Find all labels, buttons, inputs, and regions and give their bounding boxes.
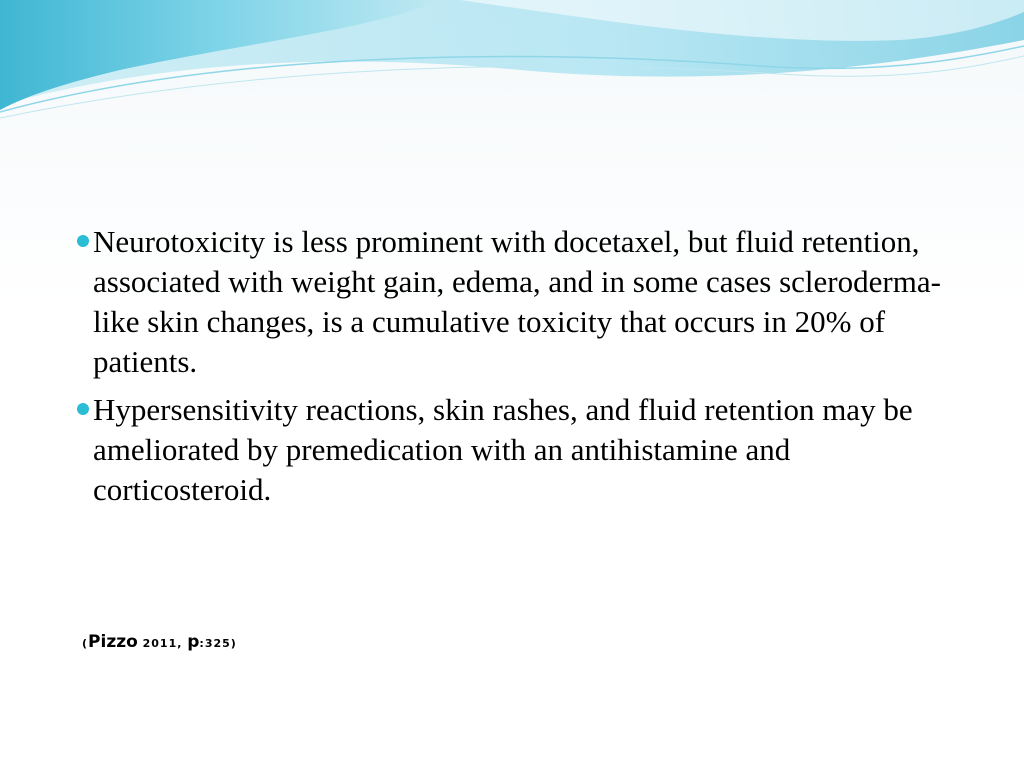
bullet-item [72, 390, 952, 510]
bullet-icon [77, 403, 89, 415]
header-wave-decoration [0, 0, 1024, 130]
bullet-item [72, 222, 952, 382]
citation-open: ( [82, 637, 89, 650]
bullet-list [72, 222, 952, 518]
citation [82, 632, 237, 652]
citation-page-prefix: p [187, 632, 200, 652]
citation-year: 2011, [137, 637, 188, 650]
bullet-text: Hypersensitivity reactions, skin rashes, and fluid retention may be ameliorated by premedication with an antihistamine and corticosteroid. [93, 392, 913, 507]
citation-author: Pizzo [88, 632, 138, 652]
bullet-icon [77, 235, 89, 247]
citation-page: :325) [199, 637, 237, 650]
bullet-text: Neurotoxicity is less prominent with docetaxel, but fluid retention, associated with weight gain, edema, and in some cases scleroderma-like skin changes, is a cumulative toxicity that occurs in 20% of patients. [93, 224, 941, 379]
